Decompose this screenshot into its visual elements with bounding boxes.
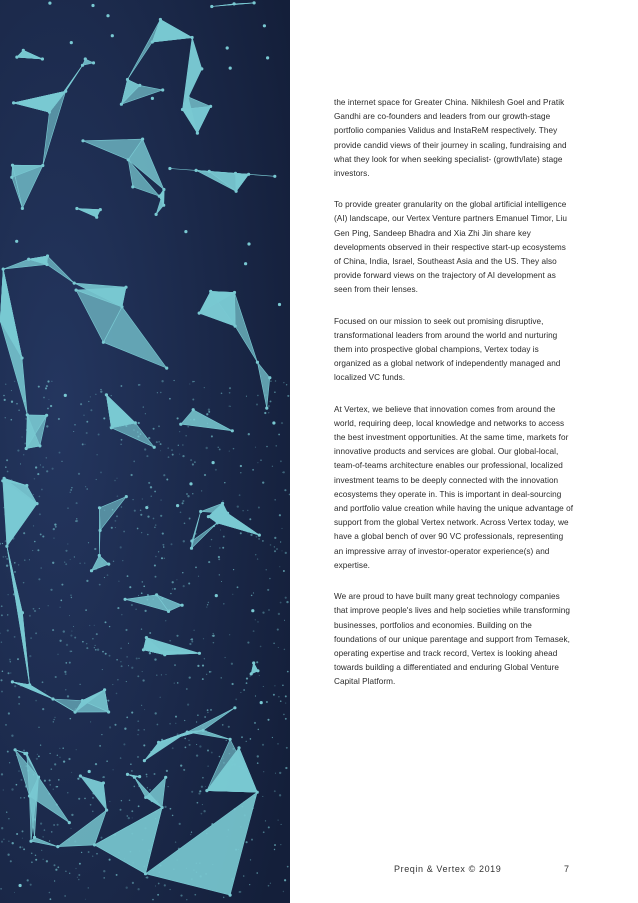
footer-credit: Preqin & Vertex © 2019: [394, 864, 502, 874]
paragraph-mission: Focused on our mission to seek out promising disruptive, transformational leaders from around the world and nurturing them into prospective global champions, Vertex today is organized as a global network of independently managed and localized VC funds.: [334, 316, 561, 383]
paragraph-intro-continuation: the internet space for Greater China. Nikhilesh Goel and Pratik Gandhi are co-founders and leaders from our growth-stage portfolio companies Validus and InstaReM respectively. They provide candid views of their journey in scaling, fundraising and what they look for when seeking specialist- (growth/late) stage investors.: [334, 98, 567, 179]
decorative-globe-network-art: [0, 0, 290, 903]
paragraph-vision: We are proud to have built many great technology companies that improve people's lives and help societies while transforming businesses, portfolios and economies. Building on the foundations of our unique parentage and support from Temasek, operating expertise and track record, Vertex is looking ahead towards building a differentiated and enduring Global Venture Capital Platform.: [334, 592, 571, 687]
paragraph-global-local: At Vertex, we believe that innovation comes from around the world, requiring deep, local knowledge and networks to access the best investment opportunities. At the same time, markets for innovative products and services are global. Our global-local, team-of-teams architecture enables our professional, localized investment teams to be deeply connected with the innovation ecosystems they operate in. This is important in deal-sourcing and portfolio value creation while having the unique advantage of support from the global Vertex network. Across Vertex today, we have a global bench of over 90 VC professionals, representing an impressive array of investor-operator experience(s) and expertise.: [334, 404, 574, 570]
article-body: [334, 96, 574, 707]
globe-mesh-graphic: [0, 0, 290, 903]
paragraph-ai-landscape: To provide greater granularity on the global artificial intelligence (AI) landscape, our Vertex Venture partners Emanuel Timor, Liu Gen Ping, Sandeep Bhadra and Xia Zhi Jin share key developments observed in their respective start-up ecosystems of China, India, Israel, Southeast Asia and the US. They also provide forward views on the trajectory of AI development as seen from their lenses.: [334, 200, 567, 295]
page-number: 7: [564, 864, 570, 874]
